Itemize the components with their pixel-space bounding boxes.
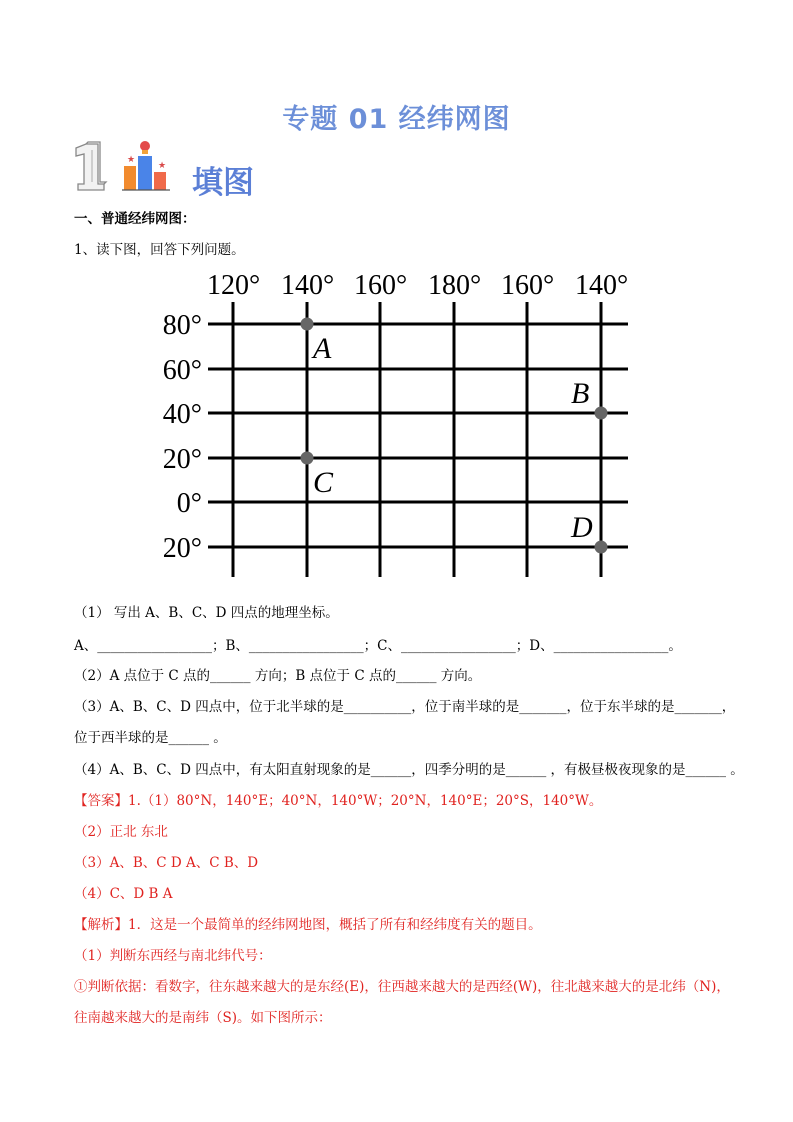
question-3-line1: （3）A、B、C、D 四点中，位于北半球的是__________，位于南半球的是_______，位于东半球的是_______， (74, 699, 736, 715)
latitude-label: 0° (176, 488, 202, 519)
analysis-line3: ①判断依据：看数字，往东越来越大的是东经(E)，往西越来越大的是西经(W)，往北越来越大的是北纬（N)， (74, 979, 730, 995)
latitude-label: 60° (162, 355, 202, 386)
podium-trophy-icon (122, 141, 170, 190)
point-label-a: A (313, 332, 332, 365)
answer-line3: （3）A、B、C D A、C B、D (74, 855, 259, 871)
lat-lon-grid-diagram (150, 262, 650, 582)
question-2: （2）A 点位于 C 点的______ 方向；B 点位于 C 点的______ 方向。 (74, 668, 482, 684)
point-label-d: D (571, 511, 593, 544)
section-title: 填图 (192, 165, 254, 201)
question-3-line2: 位于西半球的是______ 。 (74, 730, 227, 746)
latitude-label: 20° (162, 444, 202, 475)
analysis-line2: （1）判断东西经与南北纬代号： (74, 948, 272, 964)
analysis-line4: 往南越来越大的是南纬（S)。如下图所示： (74, 1010, 332, 1026)
heading-normal-grid: 一、普通经纬网图： (74, 211, 196, 227)
grid-point-a (301, 318, 314, 331)
point-label-c: C (313, 466, 334, 499)
longitude-label: 160° (501, 270, 555, 301)
question-1: （1） 写出 A、B、C、D 四点的地理坐标。 (74, 605, 339, 621)
answer-line2: （2）正北 东北 (74, 824, 168, 840)
grid-point-c (301, 452, 314, 465)
latitude-label: 40° (162, 399, 202, 430)
latitude-label: 80° (162, 310, 202, 341)
longitude-label: 140° (281, 270, 335, 301)
svg-text:★: ★ (158, 161, 167, 171)
latitude-label: 20° (162, 533, 202, 564)
question-4: （4）A、B、C、D 四点中，有太阳直射现象的是______，四季分明的是______ ，有极昼极夜现象的是______ 。 (74, 762, 744, 778)
longitude-label: 120° (207, 270, 261, 301)
longitude-label: 160° (354, 270, 408, 301)
svg-text:★: ★ (127, 155, 136, 165)
grid-point-b (595, 407, 608, 420)
grid-point-d (595, 541, 608, 554)
point-label-b: B (571, 377, 590, 410)
section-header-icons (70, 140, 190, 192)
longitude-label: 180° (428, 270, 482, 301)
answer-line4: （4）C、D B A (74, 886, 173, 902)
question-intro: 1、读下图，回答下列问题。 (74, 242, 245, 258)
question-1-blanks: A、_________________；B、_________________；C、_________________；D、_________________。 (74, 638, 682, 654)
longitude-label: 140° (575, 270, 629, 301)
answer-line1: 【答案】1.（1）80°N，140°E；40°N，140°W；20°N，140°E；20°S，140°W。 (74, 793, 603, 809)
analysis-line1: 【解析】1．这是一个最简单的经纬网地图，概括了所有和经纬度有关的题目。 (74, 917, 542, 933)
number-one-icon (76, 142, 106, 190)
page-title: 专题 01 经纬网图 (282, 104, 511, 135)
